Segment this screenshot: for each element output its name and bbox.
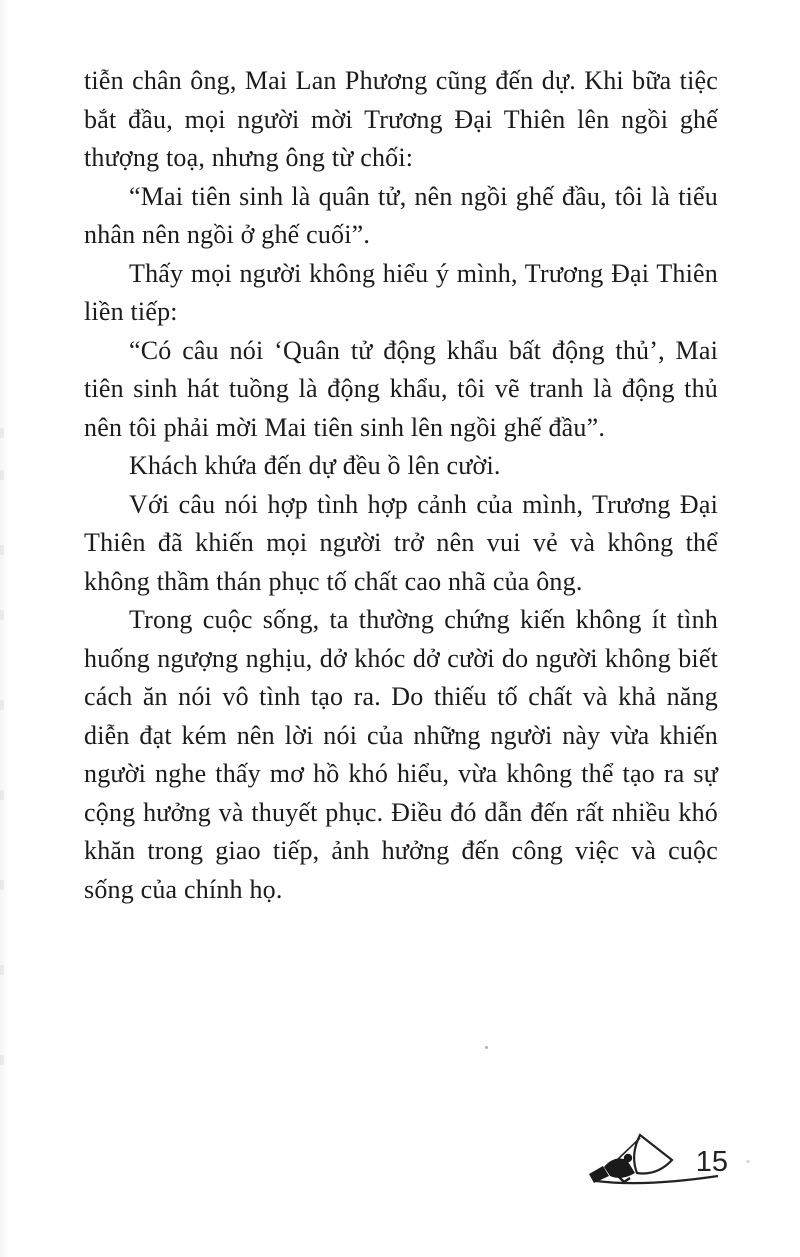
scan-artifact xyxy=(0,1055,4,1065)
paragraph: tiễn chân ông, Mai Lan Phương cũng đến dự. Khi bữa tiệc bắt đầu, mọi người mời Trương Đại Thiên lên ngồi ghế thượng toạ, nhưng ông từ chối: xyxy=(84,66,718,172)
paragraph: Trong cuộc sống, ta thường chứng kiến không ít tình huống ngượng nghịu, dở khóc dở cười do người không biết cách ăn nói vô tình tạo ra. Do thiếu tố chất và khả năng diễn đạt kém nên lời nói của những người này vừa khiến người nghe thấy mơ hồ khó hiểu, vừa không thể tạo ra sự cộng hưởng và thuyết phục. Điều đó dẫn đến rất nhiều khó khăn trong giao tiếp, ảnh hưởng đến công việc và cuộc sống của chính họ. xyxy=(84,605,718,904)
scan-artifact xyxy=(0,700,4,710)
scan-artifact xyxy=(0,470,4,480)
page-number: 15 xyxy=(695,1146,728,1178)
paragraph: “Có câu nói ‘Quân tử động khẩu bất động thủ’, Mai tiên sinh hát tuồng là động khẩu, tôi vẽ tranh là động thủ nên tôi phải mời Mai tiên sinh lên ngồi ghế đầu”. xyxy=(84,335,718,442)
scan-artifact xyxy=(0,880,4,890)
scan-artifact xyxy=(0,965,4,975)
paragraph: Khách khứa đến dự đều ồ lên cười. xyxy=(129,451,501,480)
paragraph: Với câu nói hợp tình hợp cảnh của mình, Trương Đại Thiên đã khiến mọi người trở nên vui vẻ và không thể không thầm thán phục tố chất cao nhã của ông. xyxy=(84,489,718,596)
scan-speck xyxy=(485,1046,488,1049)
scan-artifact xyxy=(0,545,4,555)
scan-speck xyxy=(746,1160,750,1163)
page-text xyxy=(84,62,718,909)
scan-artifact xyxy=(0,610,4,620)
scan-edge-shading xyxy=(0,0,8,1257)
paragraph: Thấy mọi người không hiểu ý mình, Trương Đại Thiên liền tiếp: xyxy=(84,258,718,326)
scan-artifact xyxy=(0,428,4,438)
paragraph: “Mai tiên sinh là quân tử, nên ngồi ghế đầu, tôi là tiểu nhân nên ngồi ở ghế cuối”. xyxy=(84,181,718,249)
page-footer xyxy=(584,1129,744,1189)
scan-artifact xyxy=(0,790,4,800)
